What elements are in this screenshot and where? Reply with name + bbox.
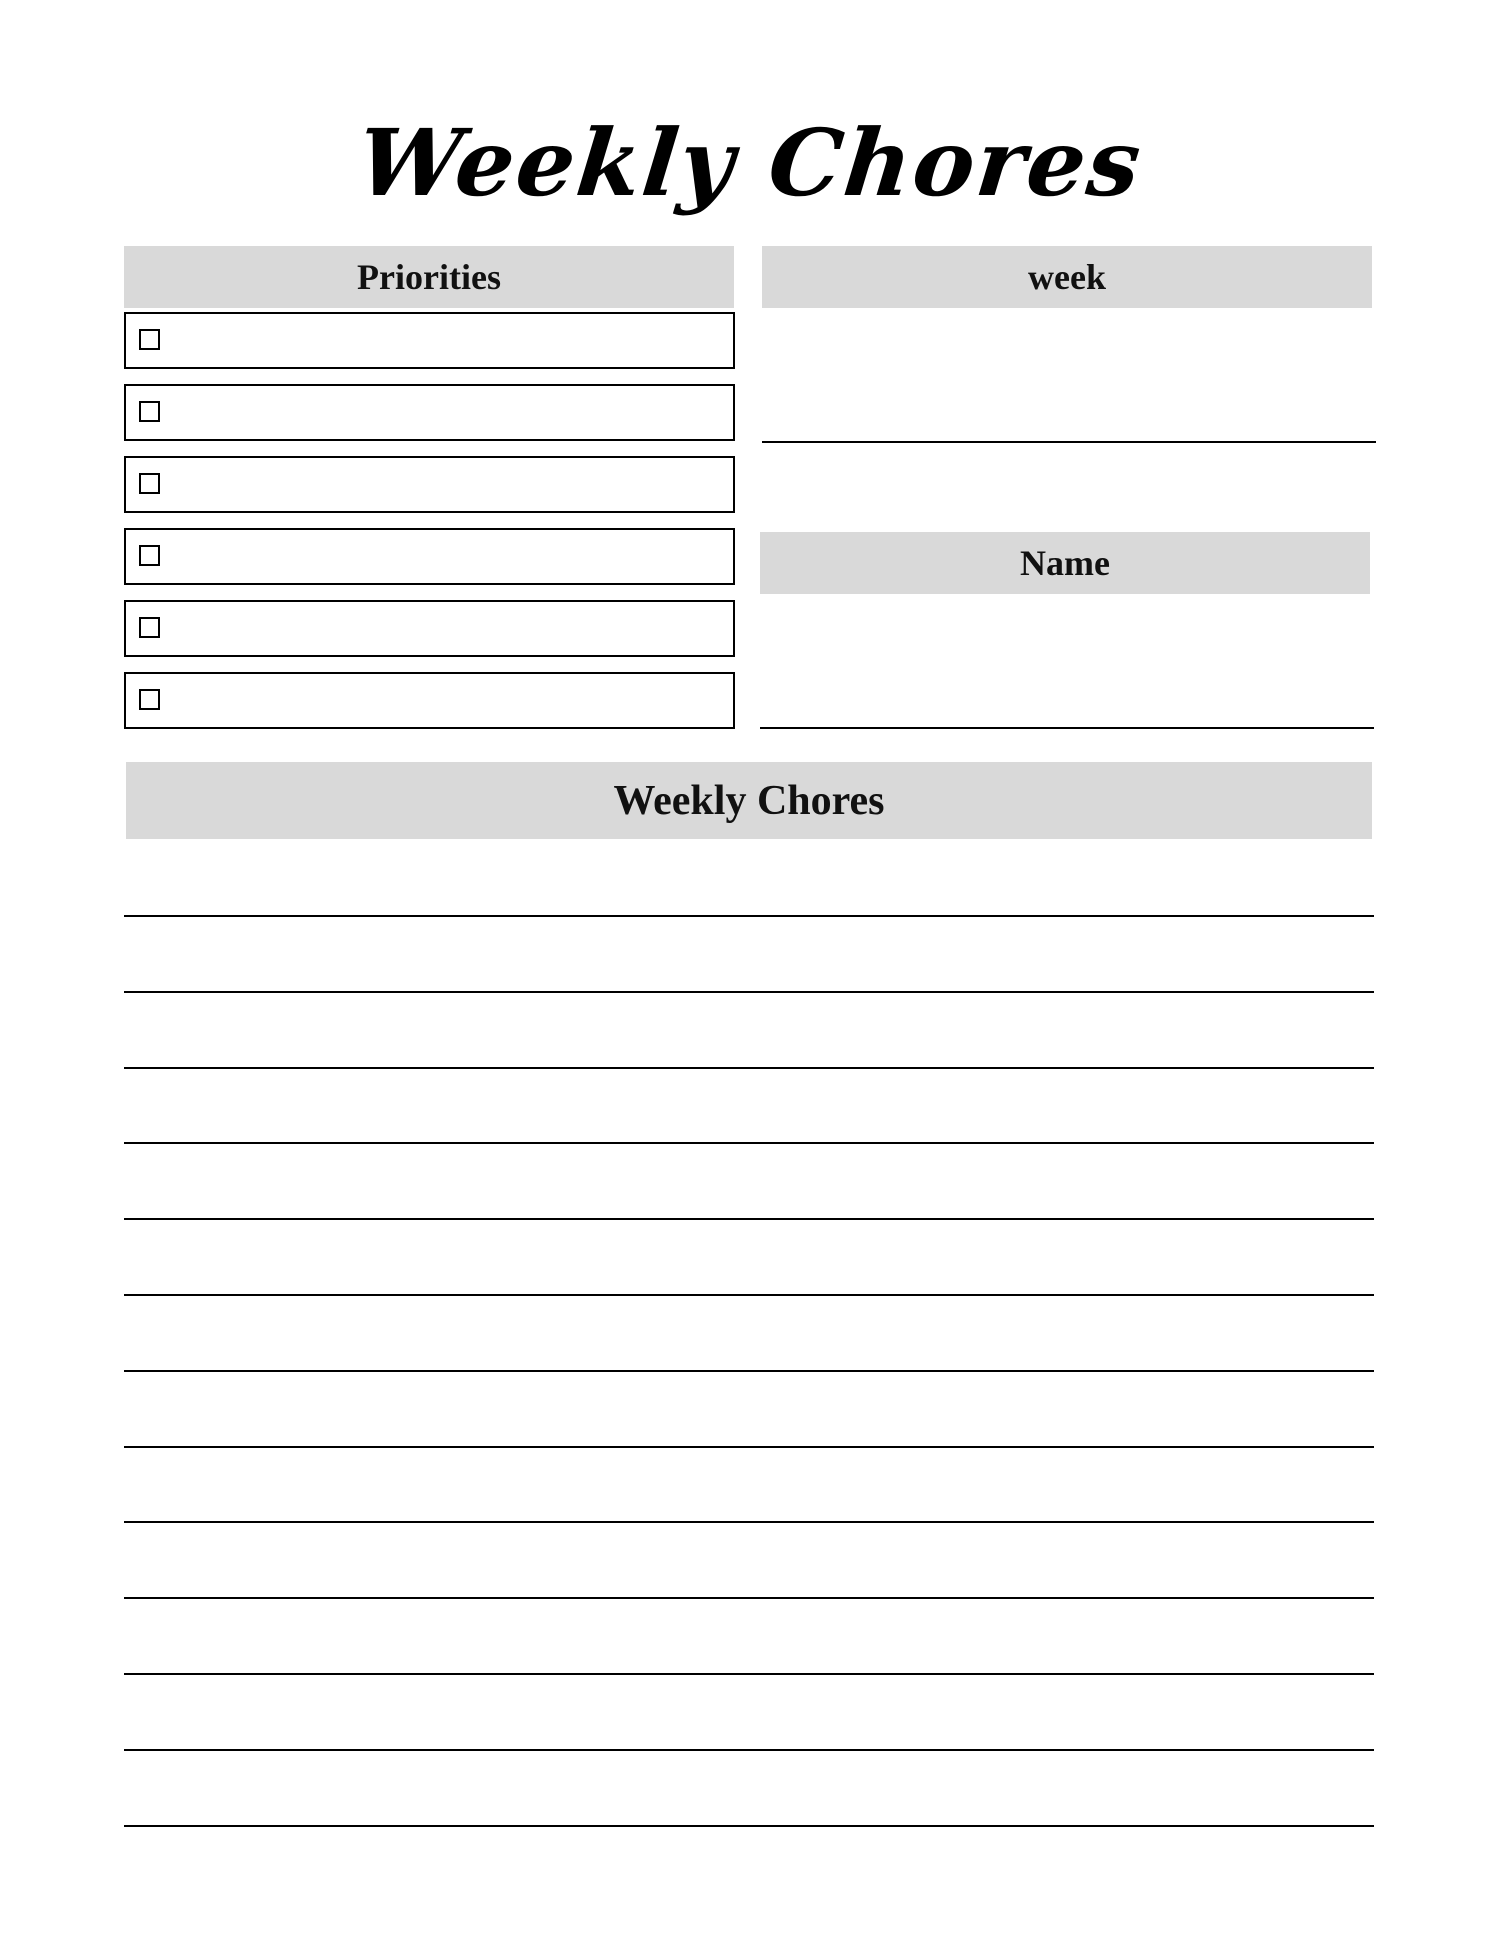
week-write-line[interactable] [762, 441, 1376, 443]
priority-item[interactable] [124, 672, 735, 729]
priorities-header [124, 246, 734, 308]
checkbox[interactable] [139, 401, 160, 422]
checkbox[interactable] [139, 545, 160, 566]
chore-write-line[interactable] [124, 1067, 1374, 1069]
chore-write-line[interactable] [124, 915, 1374, 917]
checkbox[interactable] [139, 617, 160, 638]
name-header [760, 532, 1370, 594]
week-header-label: week [1028, 257, 1106, 297]
chore-write-line[interactable] [124, 1673, 1374, 1675]
page-title: Weekly Chores [352, 109, 1148, 217]
chore-write-line[interactable] [124, 1142, 1374, 1144]
weekly-chores-header-label: Weekly Chores [613, 777, 885, 824]
checkbox[interactable] [139, 473, 160, 494]
chore-write-line[interactable] [124, 1597, 1374, 1599]
chore-write-line[interactable] [124, 1749, 1374, 1751]
week-header [762, 246, 1372, 308]
priority-item[interactable] [124, 528, 735, 585]
priority-item[interactable] [124, 384, 735, 441]
chore-write-line[interactable] [124, 1521, 1374, 1523]
chore-write-line[interactable] [124, 1218, 1374, 1220]
priority-item[interactable] [124, 456, 735, 513]
chore-write-line[interactable] [124, 1294, 1374, 1296]
chore-write-line[interactable] [124, 1370, 1374, 1372]
priorities-header-label: Priorities [357, 257, 501, 297]
name-header-label: Name [1020, 543, 1110, 583]
checkbox[interactable] [139, 689, 160, 710]
name-write-line[interactable] [760, 727, 1374, 729]
chore-write-line[interactable] [124, 1825, 1374, 1827]
chore-write-line[interactable] [124, 991, 1374, 993]
checkbox[interactable] [139, 329, 160, 350]
weekly-chores-header [126, 762, 1372, 839]
chore-write-line[interactable] [124, 1446, 1374, 1448]
priority-item[interactable] [124, 312, 735, 369]
priority-item[interactable] [124, 600, 735, 657]
